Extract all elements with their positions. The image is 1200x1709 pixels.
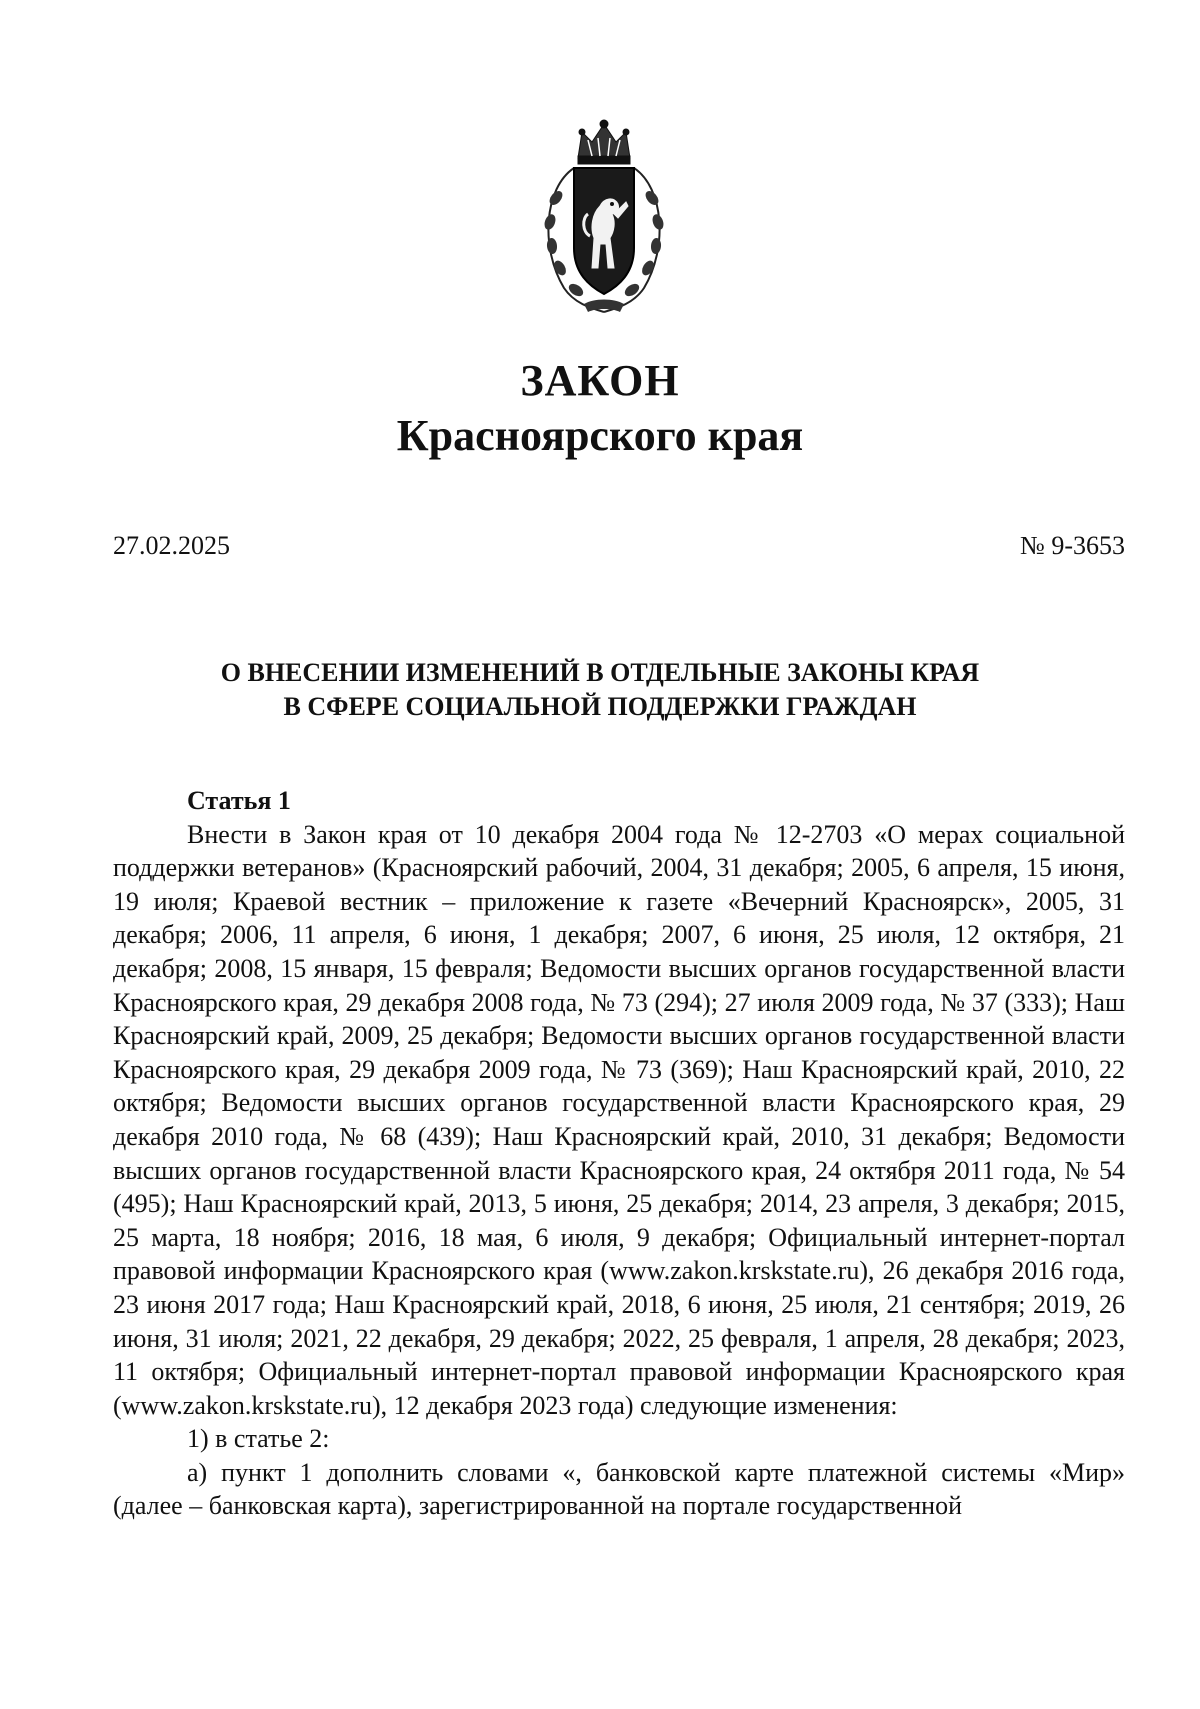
paragraph-amendment-intro: Внести в Закон края от 10 декабря 2004 года № 12-2703 «О мерах социальной поддержки ветеранов» (Красноярский рабочий, 2004, 31 декабря; 2005, 6 апреля, 15 июня, 19 июля; Краевой вестник – приложение к газете «Вечерний Красноярск», 2005, 31 декабря; 2006, 11 апреля, 6 июня, 1 декабря; 2007, 6 июня, 25 июля, 12 октября, 21 декабря; 2008, 15 января, 15 февраля; Ведомости высших органов государственной власти Красноярского края, 29 декабря 2008 года, № 73 (294); 27 июля 2009 года, № 37 (333); Наш Красноярский край, 2009, 25 декабря; Ведомости высших органов государственной власти Красноярского края, 29 декабря 2009 года, № 73 (369); Наш Красноярский край, 2010, 22 октября; Ведомости высших органов государственной власти Красноярского края, 29 декабря 2010 года, № 68 (439); Наш Красноярский край, 2010, 31 декабря; Ведомости высших органов государственной власти Красноярского края, 24 октября 2011 года, № 54 (495); Наш Красноярский край, 2013, 5 июня, 25 декабря; 2014, 23 апреля, 3 декабря; 2015, 25 марта, 18 ноября; 2016, 18 мая, 6 июля, 9 декабря; Официальный интернет-портал правовой информации Красноярского края (www.zakon.krskstate.ru), 26 декабря 2016 года, 23 июня 2017 года; Наш Красноярский край, 2018, 6 июня, 25 июля, 21 сентября; 2019, 26 июня, 31 июля; 2021, 22 декабря, 29 декабря; 2022, 25 февраля, 1 апреля, 28 декабря; 2023, 11 октября; Официальный интернет-портал правовой информации Красноярского края (www.zakon.krskstate.ru), 12 декабря 2023 года) следующие изменения: [113,819,1125,1420]
document-date: 27.02.2025 [113,531,230,560]
law-heading-line-2: В СФЕРЕ СОЦИАЛЬНОЙ ПОДДЕРЖКИ ГРАЖДАН [283,692,917,721]
paragraph-item-1: 1) в статье 2: [187,1424,330,1454]
coat-of-arms-icon [534,118,674,318]
law-heading [0,656,1200,724]
document-subtitle: Красноярского края [396,411,804,460]
article-title: Статья 1 [187,786,291,815]
document-title: ЗАКОН [520,356,680,405]
document-number: № 9-3653 [1020,531,1125,560]
document-body [113,784,1125,1523]
paragraph-subitem-a: а) пункт 1 дополнить словами «, банковской карте платежной системы «Мир» (далее – банковская карта), зарегистрированной на портале государственной [113,1457,1125,1521]
law-heading-line-1: О ВНЕСЕНИИ ИЗМЕНЕНИЙ В ОТДЕЛЬНЫЕ ЗАКОНЫ КРАЯ [220,658,980,687]
